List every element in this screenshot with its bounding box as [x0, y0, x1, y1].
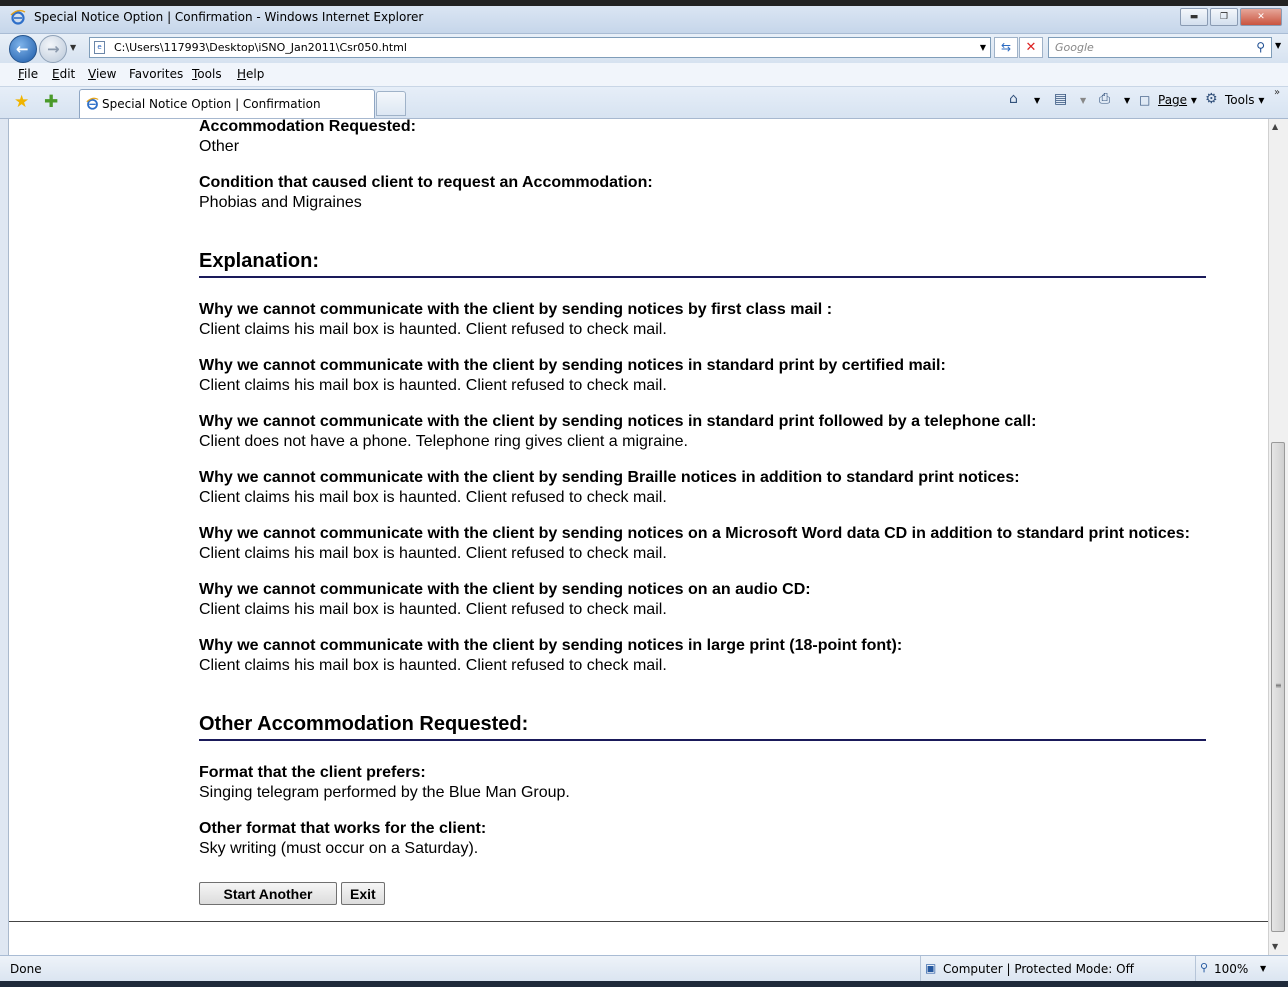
explanation-item [199, 300, 832, 340]
explanation-item [199, 636, 902, 676]
action-buttons [199, 882, 389, 905]
search-input[interactable] [1048, 37, 1272, 58]
scroll-down-icon[interactable]: ▼ [1272, 942, 1279, 951]
forward-button[interactable] [39, 35, 67, 63]
window-title: Special Notice Option | Confirmation - Windows Internet Explorer [34, 10, 424, 24]
explanation-answer: Client claims his mail box is haunted. Client refused to check mail. [199, 545, 667, 562]
add-favorite-icon[interactable]: ✚ [44, 92, 59, 112]
page-bottom-rule [9, 921, 1268, 922]
accommodation-value: Other [199, 138, 240, 155]
chevron-more-icon[interactable]: » [1274, 87, 1281, 98]
format-value: Singing telegram performed by the Blue Man Group. [199, 784, 570, 801]
explanation-answer: Client claims his mail box is haunted. Client refused to check mail. [199, 601, 667, 618]
condition-block [199, 173, 653, 213]
navigation-bar [0, 34, 1288, 63]
address-bar[interactable] [89, 37, 991, 58]
title-bar [0, 0, 1288, 34]
menu-edit[interactable]: Edit [52, 67, 76, 81]
ie-logo-icon [10, 9, 26, 25]
start-another-button[interactable]: Start Another [199, 882, 337, 905]
explanation-item [199, 412, 1036, 452]
scroll-up-icon[interactable]: ▲ [1272, 122, 1279, 131]
gear-icon: ⚙ [1205, 91, 1218, 107]
tab-active[interactable] [79, 89, 375, 118]
refresh-icon: ⇆ [1000, 40, 1012, 54]
other-format-block [199, 819, 486, 859]
page-content [9, 119, 1268, 955]
other-format-label: Other format that works for the client: [199, 820, 487, 837]
menu-favorites[interactable]: Favorites [129, 67, 184, 81]
window-left-edge [0, 119, 9, 955]
stop-icon: ✕ [1025, 40, 1037, 55]
close-button[interactable]: ✕ [1240, 8, 1282, 26]
explanation-item [199, 356, 946, 396]
explanation-question: Why we cannot communicate with the client by sending notices in standard print by certified mail: [199, 357, 946, 374]
tab-label: Special Notice Option | Confirmation [102, 97, 321, 111]
explanation-item [199, 580, 811, 620]
home-dropdown-icon[interactable]: ▼ [1034, 96, 1041, 105]
explanation-question: Why we cannot communicate with the client by sending Braille notices in addition to standard print notices: [199, 469, 1020, 486]
menu-bar [0, 63, 1288, 87]
menu-help[interactable]: Help [237, 67, 265, 81]
computer-icon: ▣ [925, 961, 937, 975]
scrollbar-thumb[interactable] [1271, 442, 1285, 932]
explanation-item [199, 468, 1020, 508]
explanation-question: Why we cannot communicate with the client by sending notices by first class mail : [199, 301, 833, 318]
zoom-icon: ⚲ [1200, 961, 1209, 974]
address-dropdown-icon[interactable]: ▼ [979, 43, 986, 52]
feeds-dropdown-icon[interactable]: ▼ [1080, 96, 1087, 105]
explanation-answer: Client claims his mail box is haunted. Client refused to check mail. [199, 657, 667, 674]
exit-button[interactable]: Exit [341, 882, 385, 905]
condition-value: Phobias and Migraines [199, 194, 362, 211]
new-tab-button[interactable] [376, 91, 406, 116]
restore-button[interactable]: ❐ [1210, 8, 1238, 26]
tools-menu-label: Tools [1225, 93, 1255, 107]
taskbar [0, 981, 1288, 987]
page-menu-icon: □ [1139, 93, 1151, 107]
menu-file[interactable]: File [18, 67, 39, 81]
back-button[interactable] [9, 35, 37, 63]
refresh-button[interactable] [994, 37, 1018, 58]
explanation-answer: Client claims his mail box is haunted. Client refused to check mail. [199, 377, 667, 394]
recent-pages-dropdown-icon[interactable]: ▼ [70, 43, 77, 52]
explanation-question: Why we cannot communicate with the client by sending notices on an audio CD: [199, 581, 811, 598]
other-format-value: Sky writing (must occur on a Saturday). [199, 840, 479, 857]
explanation-item [199, 524, 1190, 564]
explanation-answer: Client claims his mail box is haunted. Client refused to check mail. [199, 489, 667, 506]
vertical-scrollbar[interactable] [1268, 119, 1288, 955]
accommodation-label: Accommodation Requested: [199, 119, 416, 135]
feeds-icon[interactable]: ▤ [1054, 91, 1068, 107]
condition-label: Condition that caused client to request an Accommodation: [199, 174, 653, 191]
address-text[interactable]: C:\Users\117993\Desktop\iSNO_Jan2011\Csr050.html [114, 41, 407, 54]
search-icon[interactable]: ⚲ [1256, 40, 1265, 54]
zoom-control[interactable] [1195, 956, 1288, 981]
explanation-question: Why we cannot communicate with the client by sending notices on a Microsoft Word data CD in addition to standard print notices: [199, 525, 1190, 542]
accommodation-block [199, 119, 416, 157]
background-window-strip [0, 0, 1288, 6]
stop-button[interactable] [1019, 37, 1043, 58]
page-menu-label: Page [1158, 93, 1188, 107]
tools-menu-button[interactable]: Tools ▾ [1225, 93, 1265, 107]
explanation-answer: Client does not have a phone. Telephone ring gives client a migraine. [199, 433, 688, 450]
search-placeholder: Google [1055, 41, 1094, 54]
ie-page-icon [86, 97, 99, 110]
zoom-dropdown-icon[interactable]: ▼ [1260, 964, 1267, 973]
search-options-dropdown-icon[interactable]: ▼ [1275, 41, 1282, 50]
page-icon: e [94, 41, 105, 54]
status-bar [0, 955, 1288, 981]
forward-arrow-icon: → [47, 40, 60, 58]
print-icon[interactable]: ⎙ [1099, 91, 1111, 107]
page-menu-button[interactable]: Page ▾ [1158, 93, 1197, 107]
grip-icon: ≡ [1275, 681, 1282, 690]
back-arrow-icon: ← [16, 40, 29, 58]
tab-bar [0, 87, 1288, 119]
security-zone[interactable] [920, 956, 1191, 981]
zoom-level: 100% [1214, 962, 1249, 976]
explanation-question: Why we cannot communicate with the client by sending notices in large print (18-point font): [199, 637, 903, 654]
zone-text: Computer | Protected Mode: Off [943, 962, 1134, 976]
menu-view[interactable]: View [88, 67, 117, 81]
format-block [199, 763, 570, 803]
status-text: Done [10, 962, 42, 976]
explanation-heading: Explanation: [199, 250, 1206, 278]
home-icon[interactable]: ⌂ [1009, 91, 1018, 107]
other-accommodation-heading: Other Accommodation Requested: [199, 713, 1206, 741]
favorites-star-icon[interactable]: ★ [14, 92, 30, 112]
format-label: Format that the client prefers: [199, 764, 426, 781]
explanation-question: Why we cannot communicate with the client by sending notices in standard print followed by a telephone call: [199, 413, 1037, 430]
explanation-answer: Client claims his mail box is haunted. Client refused to check mail. [199, 321, 667, 338]
print-dropdown-icon[interactable]: ▼ [1124, 96, 1131, 105]
minimize-button[interactable]: ▬ [1180, 8, 1208, 26]
menu-tools[interactable]: Tools [192, 67, 222, 81]
